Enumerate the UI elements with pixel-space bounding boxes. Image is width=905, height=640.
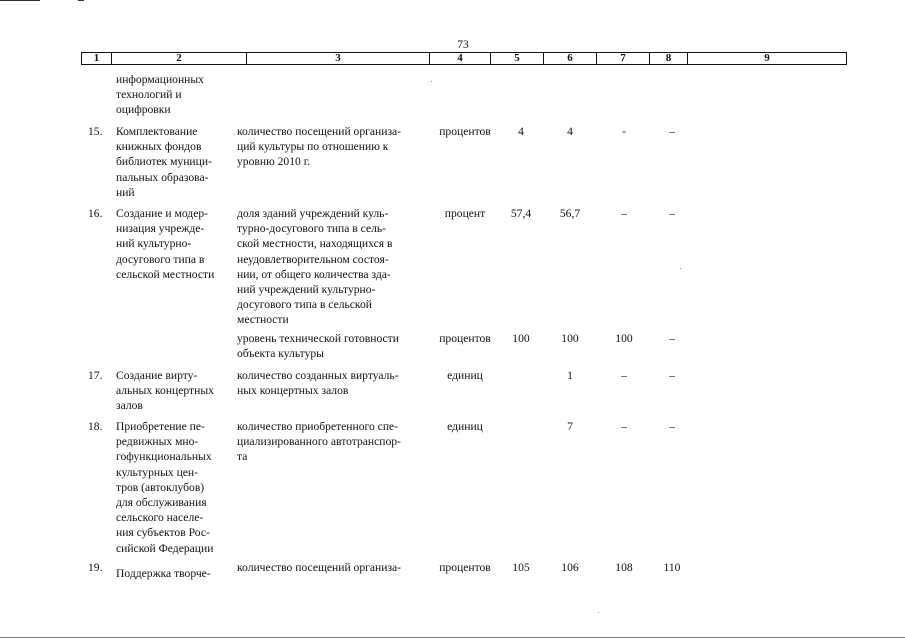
row-number: 16.: [88, 207, 103, 220]
value-col-7: 100: [615, 332, 633, 345]
header-col-5: 5: [514, 52, 520, 64]
row-number: 18.: [88, 420, 103, 433]
value-col-6: 1: [567, 369, 573, 382]
row-number: 17.: [88, 369, 103, 382]
row-number: 19.: [88, 561, 103, 574]
unit: процентов: [439, 332, 491, 345]
value-col-7: –: [621, 207, 627, 220]
value-col-8: 110: [663, 561, 681, 574]
header-col-2: 2: [176, 52, 182, 64]
value-col-7: –: [621, 420, 627, 433]
scan-speck: [431, 81, 432, 82]
scan-speck: [598, 612, 599, 613]
value-col-8: –: [669, 420, 675, 433]
event-name: Создание и модер- низация учрежде- ний культурно- досугового типа в сельской местности: [116, 207, 215, 281]
value-col-8: –: [669, 332, 675, 345]
header-col-9: 9: [764, 52, 770, 64]
value-col-8: –: [669, 207, 675, 220]
event-name: Создание вирту- альных концертных залов: [116, 369, 214, 413]
scan-edge-top-right: [78, 0, 84, 1]
event-name: Приобретение пе- редвижных мно- гофункциональных культурных цен- тров (автоклубов) для обслуживания сельского населе- ния субъектов Рос- сийской Федерации: [116, 420, 214, 555]
value-col-5: 57,4: [510, 207, 532, 220]
indicator-text: количество посещений организа-: [237, 561, 402, 574]
unit: процентов: [439, 561, 491, 574]
row-number: 15.: [88, 125, 103, 138]
value-col-6: 4: [567, 125, 573, 138]
value-col-5: 100: [512, 332, 530, 345]
event-name: Комплектование книжных фондов библиотек муници- пальных образова- ний: [116, 125, 212, 199]
indicator-text: количество созданных виртуаль- ных концертных залов: [237, 369, 399, 398]
value-col-7: 108: [615, 561, 633, 574]
table-header: [81, 52, 847, 65]
header-col-4: 4: [457, 52, 463, 64]
value-col-5: 105: [512, 561, 530, 574]
unit: единиц: [447, 369, 483, 382]
scan-edge-top-left: [0, 0, 40, 1]
indicator-text: доля зданий учреждений куль- турно-досугового типа в сель- ской местности, находящихся в неудовлетворительном состоя- нии, от общего количества зда- ний учреждений культурно- досугового типа в сельской местности: [237, 207, 393, 327]
header-col-3: 3: [335, 52, 341, 64]
scan-speck: [234, 134, 235, 135]
event-name: информационных технологий и оцифровки: [116, 73, 204, 117]
unit: процент: [444, 207, 486, 220]
header-col-7: 7: [620, 52, 626, 64]
unit: единиц: [447, 420, 483, 433]
value-col-7: –: [621, 369, 627, 382]
indicator-text: количество посещений организа- ций культуры по отношению к уровню 2010 г.: [237, 125, 402, 169]
value-col-6: 106: [561, 561, 579, 574]
unit: процентов: [439, 125, 491, 138]
event-name: Поддержка творче-: [116, 567, 211, 580]
scan-edge-bottom: [0, 637, 905, 638]
indicator-text: количество приобретенного спе- циализированного автотранспор- та: [237, 420, 401, 464]
header-col-1: 1: [93, 52, 100, 64]
page-number: 73: [457, 39, 469, 51]
value-col-6: 56,7: [559, 207, 581, 220]
scan-speck: [680, 268, 681, 269]
value-col-6: 100: [561, 332, 579, 345]
indicator-text: уровень технической готовности объекта культуры: [237, 332, 399, 361]
header-col-6: 6: [567, 52, 573, 64]
value-col-6: 7: [567, 420, 573, 433]
value-col-8: –: [669, 369, 675, 382]
header-col-8: 8: [665, 52, 672, 64]
value-col-8: –: [669, 125, 675, 138]
value-col-5: 4: [518, 125, 524, 138]
value-col-7: -: [622, 125, 626, 138]
